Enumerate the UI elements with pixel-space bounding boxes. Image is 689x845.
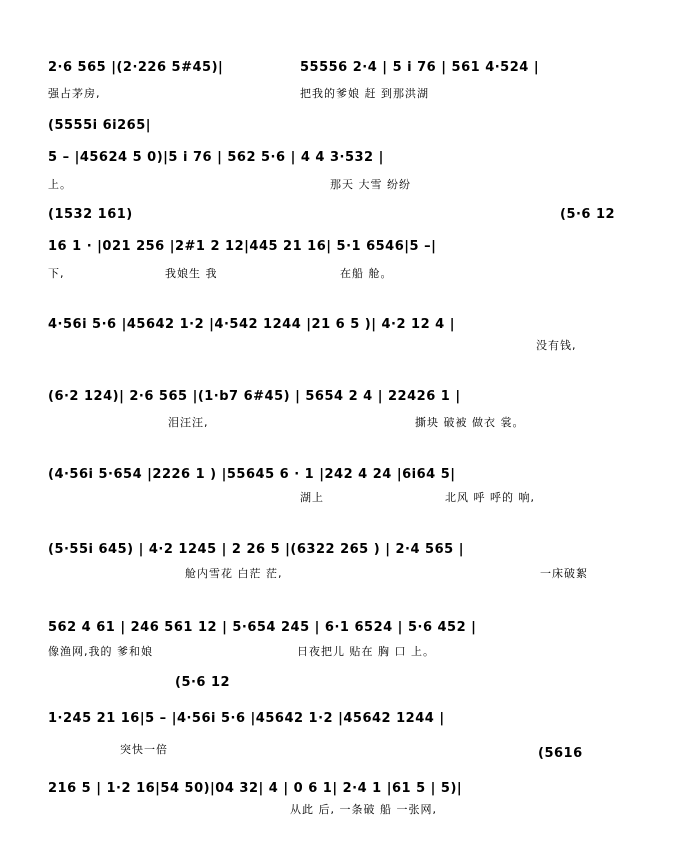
lyric-text: 没有钱, <box>536 339 577 352</box>
notation-segment: (4·56i 5·654 |2226 1 ) |55645 6 · 1 |242 4 24 |6i64 5| <box>48 467 456 482</box>
lyric-text: 强占茅房, <box>48 87 101 100</box>
lyric-text: 像渔网,我的 爹和娘 <box>48 645 153 658</box>
notation-segment: 16 1 · |021 256 |2#1 2 12|445 21 16| 5·1 6546|5 –| <box>48 239 437 254</box>
notation-segment: (6·2 124)| 2·6 565 |(1·b7 6#45) | 5654 2 4 | 22426 1 | <box>48 389 461 404</box>
notation-segment: (1532 161) <box>48 207 133 222</box>
notation-segment: 1·245 21 16|5 – |4·56i 5·6 |45642 1·2 |45642 1244 | <box>48 711 445 726</box>
notation-segment: (5616 <box>538 746 583 761</box>
lyric-text: 突快一倍 <box>120 743 168 756</box>
notation-segment: 2·6 565 |(2·226 5#45)| <box>48 60 224 75</box>
lyric-text: 泪汪汪, <box>168 416 209 429</box>
lyric-text: 那天 大雪 纷纷 <box>330 178 411 191</box>
notation-segment: 4·56i 5·6 |45642 1·2 |4·542 1244 |21 6 5 )| 4·2 12 4 | <box>48 317 455 332</box>
lyric-text: 在船 舱。 <box>340 267 393 280</box>
lyric-text: 日夜把儿 贴在 胸 口 上。 <box>297 645 435 658</box>
notation-segment: 5 – |45624 5 0)|5 i 76 | 562 5·6 | 4 4 3·532 | <box>48 150 384 165</box>
notation-segment: (5555i 6i265| <box>48 118 151 133</box>
notation-segment: 55556 2·4 | 5 i 76 | 561 4·524 | <box>300 60 540 75</box>
lyric-text: 舱内雪花 白茫 茫, <box>185 567 283 580</box>
lyric-text: 北风 呼 呼的 响, <box>445 491 535 504</box>
notation-segment: (5·6 12 <box>560 207 616 222</box>
lyric-text: 把我的爹娘 赶 到那洪湖 <box>300 87 429 100</box>
notation-segment: 216 5 | 1·2 16|54 50)|04 32| 4 | 0 6 1| 2·4 1 |61 5 | 5)| <box>48 781 463 796</box>
lyric-text: 湖上 <box>300 491 324 504</box>
notation-segment: (5·6 12 <box>175 675 231 690</box>
notation-segment: (5·55i 645) | 4·2 1245 | 2 26 5 |(6322 265 ) | 2·4 565 | <box>48 542 464 557</box>
lyric-text: 上。 <box>48 178 72 191</box>
notation-segment: 562 4 61 | 246 561 12 | 5·654 245 | 6·1 6524 | 5·6 452 | <box>48 620 477 635</box>
lyric-text: 撕块 破被 做衣 裳。 <box>415 416 525 429</box>
lyric-text: 从此 后, 一条破 船 一张网, <box>290 803 437 816</box>
lyric-text: 下, <box>48 267 65 280</box>
lyric-text: 我娘生 我 <box>165 267 218 280</box>
lyric-text: 一床破絮 <box>540 567 588 580</box>
